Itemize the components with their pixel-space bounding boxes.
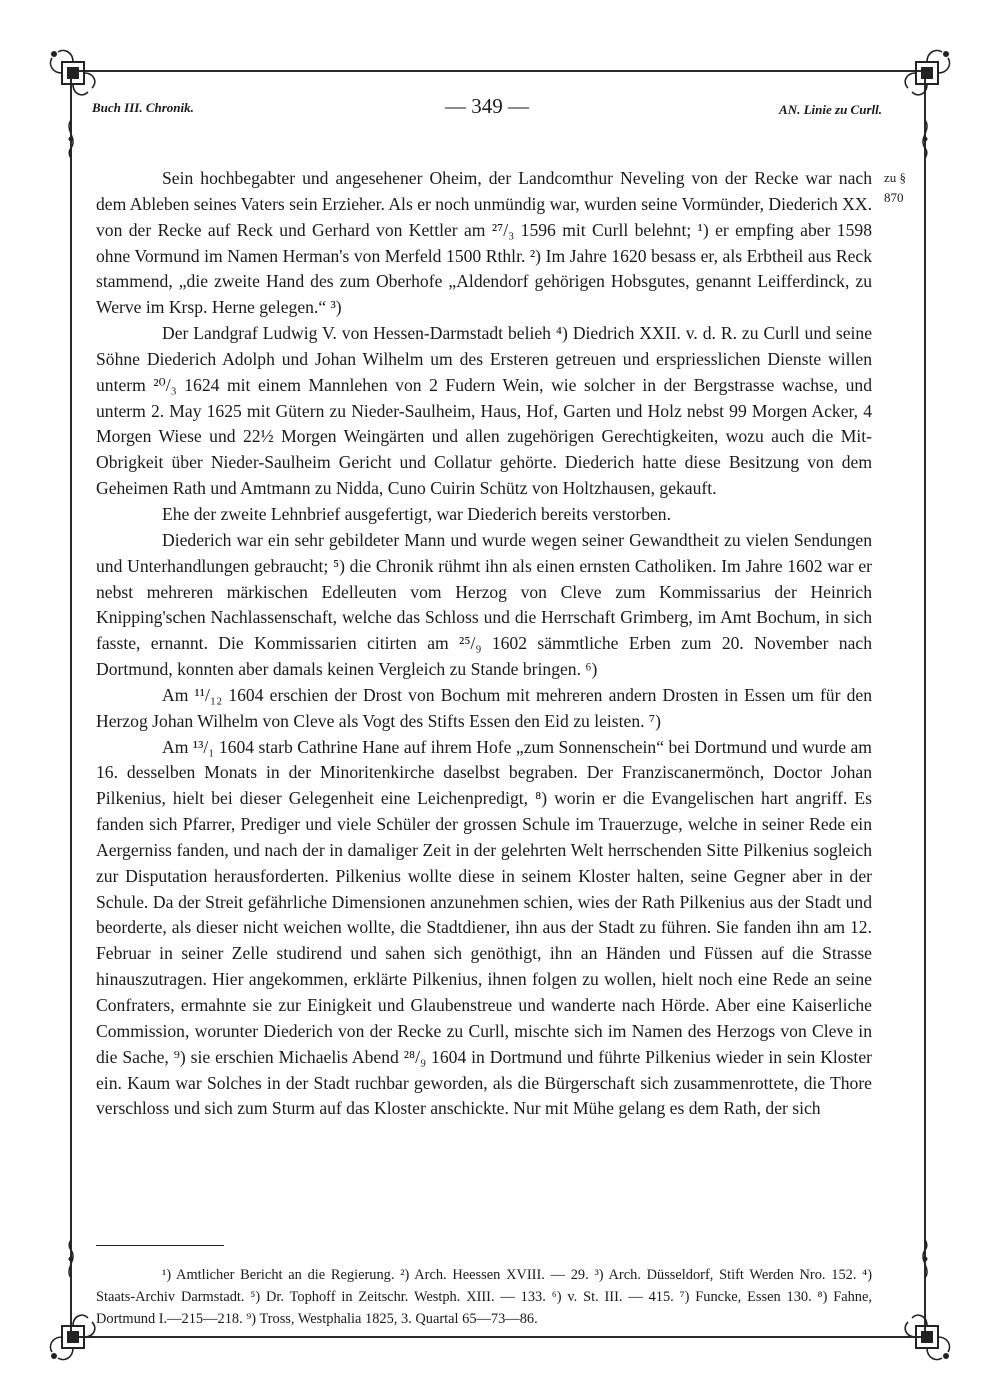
paragraph: Am ¹³/₁ 1604 starb Cathrine Hane auf ihrem Hofe „zum Sonnenschein“ bei Dortmund und wurde am 16. desselben Monats in der Minoritenkirche daselbst begraben. Der Franziscanermönch, Doctor Johan Pilkenius, hielt bei dieser Gelegenheit eine Leichenpredigt, ⁸) worin er die Evangelischen hart angriff. Es fanden sich Pfarrer, Prediger und viele Schüler der grossen Schule im Trauerzuge, welche in seiner Rede ein Aergerniss fanden, und nach der in damaliger Zeit in der gelehrten Welt herrschenden Sitte Pilkenius sogleich zur Disputation herausforderten. Pilkenius wollte diese in seinem Kloster halten, seine Gegner aber in der Schule. Da der Streit gefährliche Dimensionen anzunehmen schien, wies der Rath Pilkenius aus der Stadt und beorderte, als dieser nicht weichen wollte, die Stadtdiener, ihn aus der Stadt zu führen. Sie fanden ihn am 12. Februar in seiner Zelle studirend und sahen sich genöthigt, ihn an Händen und Füssen auf die Strasse hinauszutragen. Hier angekommen, erklärte Pilkenius, ihnen folgen zu wollen, hielt noch eine Rede an seine Confraters, ermahnte sie zur Einigkeit und Glaubenstreue und wanderte nach Hörde. Aber eine Kaiserliche Commission, worunter Diederich von der Recke zu Curll, mischte sich im Namen des Herzogs von Cleve in die Sache, ⁹) sie erschien Michaelis Abend ²⁸/₉ 1604 in Dortmund und führte Pilkenius wieder in sein Kloster ein. Kaum war Solches in der Stadt ruchbar geworden, als die Bürgerschaft sich zusammenrottete, die Thore verschloss und sich zum Sturm auf das Kloster anschickte. Nur mit Mühe gelang es dem Rath, der sich (96, 736, 872, 1119)
margin-note: zu § 870 (884, 170, 907, 205)
paragraph: Ehe der zweite Lehnbrief ausgefertigt, war Diederich bereits verstorben. (162, 503, 672, 524)
side-ornament-right-bottom (916, 1240, 934, 1278)
header-left: Buch III. Chronik. (92, 100, 194, 115)
paragraph: Sein hochbegabter und angesehener Oheim, der Landcomthur Neveling von der Recke war nach dem Ableben seines Vaters sein Erzieher. Als er noch unmündig war, wurden seine Vormünder, Diederich XX. von der Recke auf Reck und Gerhard von Kettler am ²⁷/₃ 1596 mit Curll belehnt; ¹) er empfing aber 1598 ohne Vormund im Namen Herman's von Merfeld 1500 Rthlr. ²) Im Jahre 1620 besass er, als Erbtheil aus Reck stammend, „die zweite Hand des zum Oberhofe „Aldendorf gehörigen Hobsgutes, genannt Leifferdinck, zu Werve im Krsp. Herne gelegen.“ ³) (96, 168, 872, 318)
body-text (96, 166, 872, 1122)
corner-ornament-top-right (896, 42, 958, 104)
side-ornament-left-top (62, 120, 80, 158)
paragraph: Diederich war ein sehr gebildeter Mann und wurde wegen seiner Gewandtheit zu vielen Sendungen und Unterhandlungen gebraucht; ⁵) die Chronik rühmt ihn als einen ernsten Catholiken. Im Jahre 1602 war er nebst mehreren märkischen Edelleuten vom Herzog von Cleve zum Kommissarius der Heinrich Knipping'schen Nachlassenschaft, welche das Schloss und die Herrschaft Grimberg, im Amt Bochum, in sich fasste, ernannt. Die Kommissarien citirten am ²⁵/₉ 1602 sämmtliche Erben zum 20. November nach Dortmund, konnten aber damals keinen Vergleich zu Stande bringen. ⁶) (96, 529, 872, 680)
frame-line-left (70, 70, 72, 1338)
corner-ornament-bottom-left (42, 1306, 104, 1368)
paragraph: Der Landgraf Ludwig V. von Hessen-Darmstadt belieh ⁴) Diedrich XXII. v. d. R. zu Curll und seine Söhne Diederich Adolph und Johan Wilhelm um des Ersteren getreuen und erspriesslichen Dienste willen unterm ²⁰/₃ 1624 mit einem Mannlehen von 2 Fudern Wein, wie solcher in der Bergstrasse wachse, und unterm 2. May 1625 mit Gütern zu Nieder-Saulheim, Haus, Hof, Garten und Holz nebst 99 Morgen Acker, 4 Morgen Wiese und 22½ Morgen Weingärten und allen zugehörigen Gerechtigkeiten, wozu auch die Mit-Obrigkeit über Nieder-Saulheim Gericht und Collatur gehörte. Diederich hatte diese Besitzung von dem Geheimen Rath und Amtmann zu Nidda, Cuno Cuirin Schütz von Holtzhausen, gekauft. (96, 323, 872, 499)
side-ornament-right-top (916, 120, 934, 158)
corner-ornament-bottom-right (896, 1306, 958, 1368)
footnote-divider (96, 1245, 224, 1246)
header-right: AN. Linie zu Curll. (779, 102, 882, 117)
page-header (92, 94, 882, 120)
footnote-text: ¹) Amtlicher Bericht an die Regierung. ²) Arch. Heessen XVIII. — 29. ³) Arch. Düsseldorf, Stift Werden Nro. 152. ⁴) Staats-Archiv Darmstadt. ⁵) Dr. Tophoff in Zeitschr. Westph. XIII. — 133. ⁶) v. St. III. — 415. ⁷) Funcke, Essen 130. ⁸) Fahne, Dortmund I.—215—218. ⁹) Tross, Westphalia 1825, 3. Quartal 65—73—86. (96, 1267, 872, 1327)
frame-line-right (924, 70, 926, 1338)
side-ornament-left-bottom (62, 1240, 80, 1278)
frame-line-top (70, 70, 926, 72)
footnotes (96, 1264, 872, 1330)
frame-line-bottom (70, 1336, 926, 1338)
page-number: — 349 — (445, 94, 529, 118)
paragraph: Am ¹¹/₁₂ 1604 erschien der Drost von Bochum mit mehreren andern Drosten in Essen um für den Herzog Johan Wilhelm von Cleve als Vogt des Stifts Essen den Eid zu leisten. ⁷) (96, 684, 872, 731)
